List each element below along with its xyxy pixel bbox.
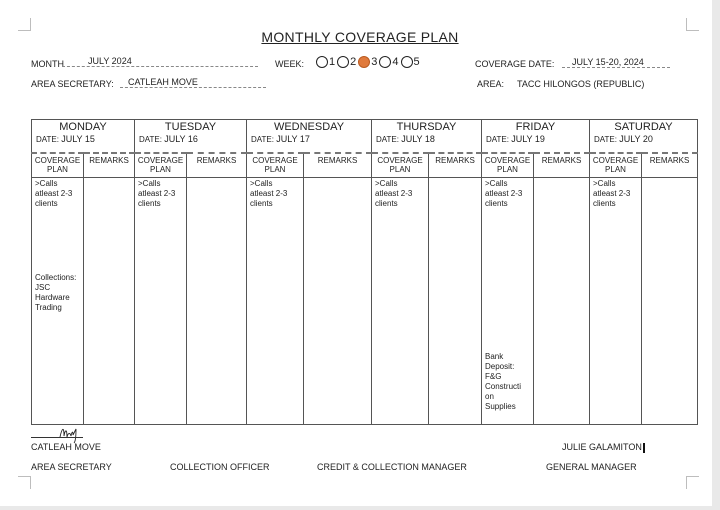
document-title: MONTHLY COVERAGE PLAN [261, 29, 459, 45]
week-radio-3[interactable] [358, 56, 370, 68]
area-secretary-name: CATLEAH MOVE [31, 442, 101, 452]
coverage-plan-cell-friday[interactable] [482, 178, 534, 425]
coverage-date-field[interactable]: JULY 15-20, 2024 [562, 57, 670, 68]
day-name: FRIDAY [515, 121, 556, 133]
remarks-header: REMARKS [429, 153, 482, 178]
role-general-manager: GENERAL MANAGER [546, 462, 637, 472]
margin-corner-bottom-right [686, 476, 699, 489]
remarks-header: REMARKS [642, 153, 698, 178]
remarks-header: REMARKS [304, 153, 372, 178]
day-date [135, 133, 246, 144]
day-header-saturday [590, 120, 698, 154]
week-radio-5[interactable] [401, 56, 413, 68]
week-radio-1[interactable] [316, 56, 328, 68]
week-option-5[interactable] [401, 56, 420, 68]
day-name: SATURDAY [614, 121, 673, 133]
coverage-plan-header: COVERAGE PLAN [372, 153, 429, 178]
day-name: MONDAY [59, 121, 107, 133]
role-credit-collection-manager: CREDIT & COLLECTION MANAGER [317, 462, 467, 472]
date-value[interactable]: JULY 17 [276, 134, 310, 144]
plan-text: >Calls atleast 2-3 clients [138, 179, 176, 208]
date-label: DATE: [594, 135, 617, 144]
date-label: DATE: [36, 135, 59, 144]
plan-text: >Calls atleast 2-3 clients [375, 179, 413, 208]
week-selector[interactable] [316, 56, 422, 68]
coverage-plan-cell-monday[interactable] [32, 178, 84, 425]
week-option-label: 5 [413, 56, 420, 68]
day-date [482, 133, 589, 144]
plan-text: >Calls atleast 2-3 clients [593, 179, 631, 208]
area-secretary-label: AREA SECRETARY: [31, 79, 114, 89]
coverage-plan-header: COVERAGE PLAN [247, 153, 304, 178]
date-value[interactable]: JULY 16 [164, 134, 198, 144]
plan-extra-text: Bank Deposit: F&G Constructi on Supplies [485, 352, 522, 411]
area-value[interactable]: TACC HILONGOS (REPUBLIC) [517, 79, 645, 89]
date-label: DATE: [251, 135, 274, 144]
coverage-plan-header: COVERAGE PLAN [135, 153, 187, 178]
day-date [372, 133, 481, 144]
day-header-thursday [372, 120, 482, 154]
week-option-2[interactable] [337, 56, 356, 68]
coverage-plan-table [31, 119, 698, 425]
coverage-plan-header: COVERAGE PLAN [590, 153, 642, 178]
remarks-cell-saturday[interactable] [642, 178, 698, 425]
day-header-tuesday [135, 120, 247, 154]
day-date [590, 133, 697, 144]
date-label: DATE: [139, 135, 162, 144]
week-radio-2[interactable] [337, 56, 349, 68]
coverage-plan-cell-tuesday[interactable] [135, 178, 187, 425]
remarks-cell-tuesday[interactable] [187, 178, 247, 425]
remarks-cell-thursday[interactable] [429, 178, 482, 425]
day-name: WEDNESDAY [273, 121, 345, 133]
day-date [32, 133, 134, 144]
plan-text: >Calls atleast 2-3 clients [35, 179, 73, 208]
day-header-wednesday [247, 120, 372, 154]
signature-line [31, 437, 83, 438]
week-option-label: 1 [329, 56, 336, 68]
week-label: WEEK: [275, 59, 305, 69]
remarks-cell-monday[interactable] [84, 178, 135, 425]
margin-corner-bottom-left [18, 476, 31, 489]
month-field[interactable]: JULY 2024 [62, 56, 258, 67]
coverage-plan-header: COVERAGE PLAN [482, 153, 534, 178]
day-name: THURSDAY [396, 121, 457, 133]
date-label: DATE: [486, 135, 509, 144]
role-collection-officer: COLLECTION OFFICER [170, 462, 270, 472]
date-value[interactable]: JULY 20 [619, 134, 653, 144]
date-value[interactable]: JULY 15 [61, 134, 95, 144]
text-cursor [643, 443, 645, 453]
coverage-plan-cell-wednesday[interactable] [247, 178, 304, 425]
plan-text: >Calls atleast 2-3 clients [250, 179, 288, 208]
date-label: DATE: [376, 135, 399, 144]
remarks-cell-friday[interactable] [534, 178, 590, 425]
week-option-4[interactable] [379, 56, 398, 68]
plan-text: >Calls atleast 2-3 clients [485, 179, 523, 208]
general-manager-name[interactable]: JULIE GALAMITON [562, 442, 645, 453]
remarks-header: REMARKS [534, 153, 590, 178]
remarks-header: REMARKS [187, 153, 247, 178]
week-option-label: 4 [392, 56, 399, 68]
date-value[interactable]: JULY 19 [511, 134, 545, 144]
coverage-plan-cell-thursday[interactable] [372, 178, 429, 425]
week-radio-4[interactable] [379, 56, 391, 68]
week-option-3[interactable] [358, 56, 377, 68]
day-header-monday [32, 120, 135, 154]
date-value[interactable]: JULY 18 [401, 134, 435, 144]
day-name: TUESDAY [164, 121, 217, 133]
remarks-header: REMARKS [84, 153, 135, 178]
coverage-date-label: COVERAGE DATE: [475, 59, 555, 69]
week-option-1[interactable] [316, 56, 335, 68]
coverage-plan-cell-saturday[interactable] [590, 178, 642, 425]
day-header-friday [482, 120, 590, 154]
area-secretary-field[interactable]: CATLEAH MOVE [120, 77, 266, 88]
area-label: AREA: [477, 79, 505, 89]
role-area-secretary: AREA SECRETARY [31, 462, 112, 472]
coverage-plan-header: COVERAGE PLAN [32, 153, 84, 178]
remarks-cell-wednesday[interactable] [304, 178, 372, 425]
week-option-label: 3 [371, 56, 378, 68]
week-option-label: 2 [350, 56, 357, 68]
plan-extra-text: Collections: JSC Hardware Trading [35, 273, 77, 312]
day-date [247, 133, 371, 144]
month-label: MONTH [31, 59, 64, 69]
